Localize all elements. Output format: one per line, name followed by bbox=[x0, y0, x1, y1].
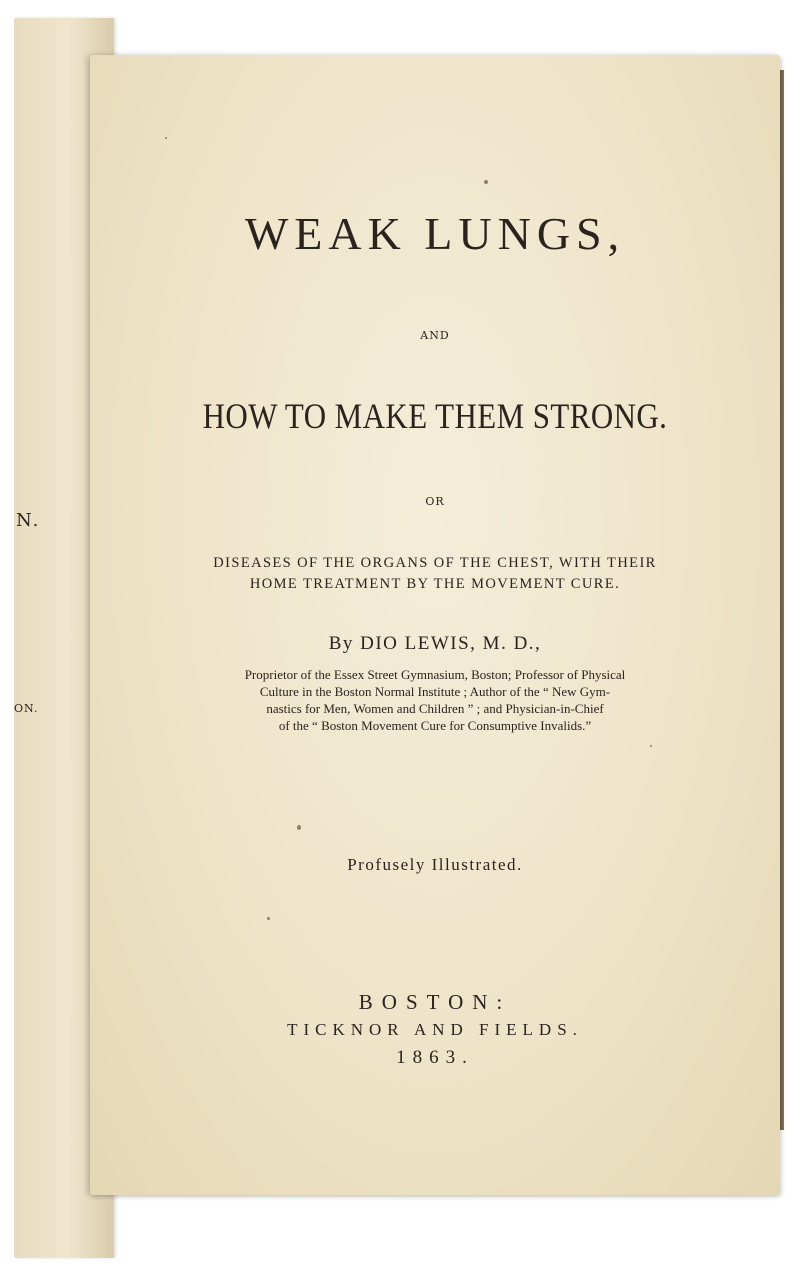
description-line: DISEASES OF THE ORGANS OF THE CHEST, WITH THEIR bbox=[213, 555, 657, 571]
illustrated-note: Profusely Illustrated. bbox=[347, 855, 523, 874]
credentials-line: nastics for Men, Women and Children ” ; and Physician-in-Chief bbox=[266, 701, 604, 716]
foxing-spot bbox=[484, 180, 488, 184]
author-line: By DIO LEWIS, M. D., bbox=[328, 633, 542, 654]
credentials-line: of the “ Boston Movement Cure for Consumptive Invalids.” bbox=[278, 718, 592, 733]
title-page bbox=[90, 55, 780, 1195]
imprint-city: BOSTON: bbox=[358, 990, 512, 1014]
foxing-spot bbox=[165, 137, 167, 139]
facing-page-fragment-bottom: ON. bbox=[14, 702, 39, 715]
imprint-publisher: TICKNOR AND FIELDS. bbox=[287, 1020, 583, 1039]
conjunction-and: AND bbox=[420, 329, 450, 342]
facing-page-fragment-top: N. bbox=[16, 510, 41, 531]
credentials-line: Culture in the Boston Normal Institute ; Author of the “ New Gym- bbox=[259, 684, 611, 699]
description-line: HOME TREATMENT BY THE MOVEMENT CURE. bbox=[249, 576, 621, 592]
imprint-year: 1863. bbox=[396, 1047, 474, 1068]
foxing-spot bbox=[267, 917, 270, 920]
conjunction-or: OR bbox=[425, 495, 445, 508]
book-title: WEAK LUNGS, bbox=[244, 208, 626, 259]
foxing-spot bbox=[297, 825, 301, 830]
foxing-spot bbox=[650, 745, 652, 747]
credentials-line: Proprietor of the Essex Street Gymnasium, Boston; Professor of Physical bbox=[244, 667, 626, 682]
book-subtitle: HOW TO MAKE THEM STRONG. bbox=[202, 396, 668, 436]
